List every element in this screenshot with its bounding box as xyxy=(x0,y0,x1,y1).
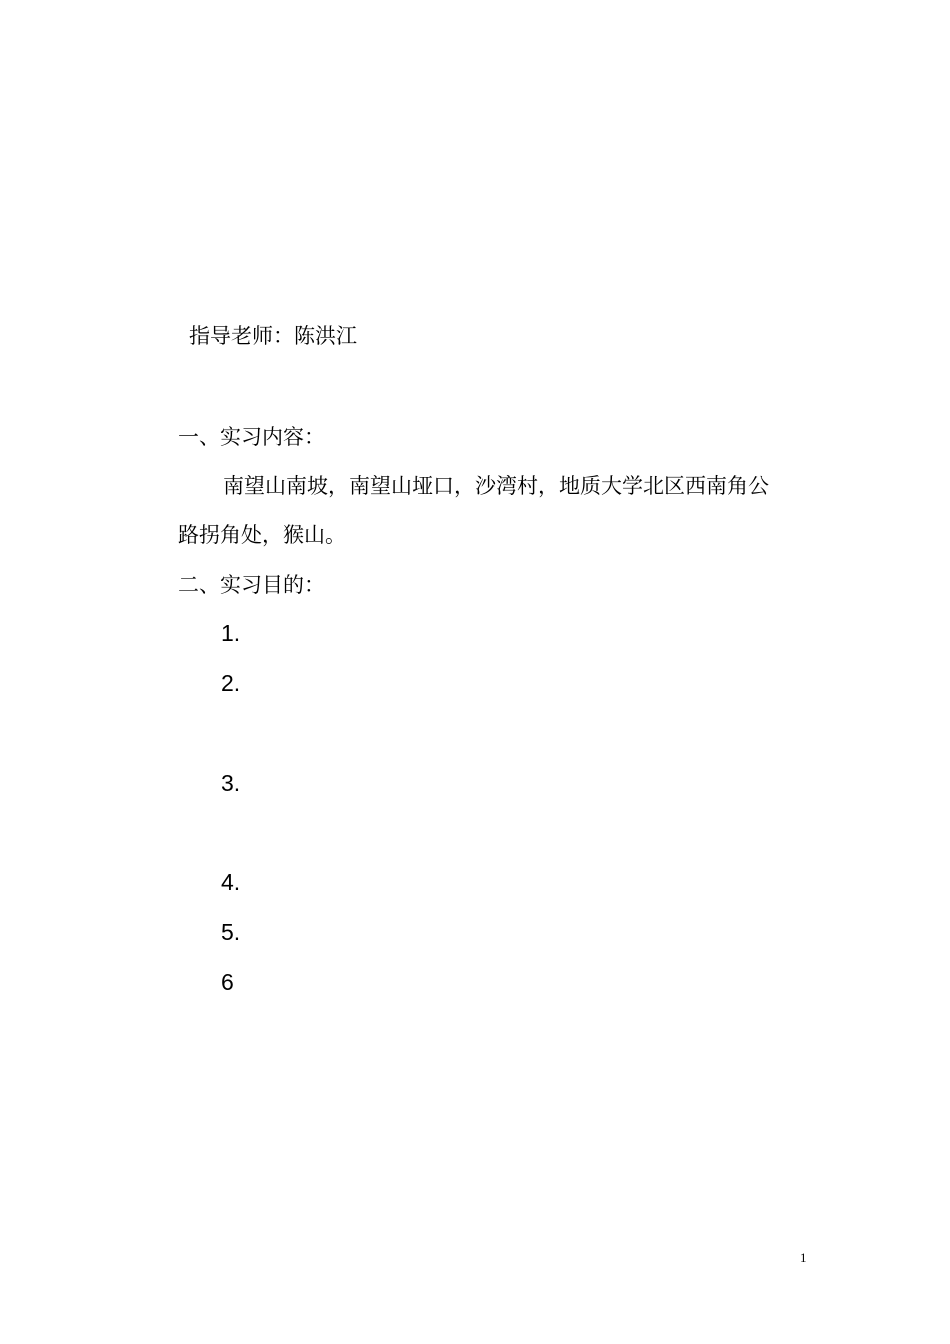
section-1-content-line-1: 南望山南坡，南望山垭口，沙湾村，地质大学北区西南角公 xyxy=(223,474,769,498)
page-number: 1 xyxy=(800,1250,807,1265)
section-2-heading: 二、实习目的： xyxy=(178,573,325,597)
list-item: 5. xyxy=(221,919,241,945)
section-1-content-line-2: 路拐角处，猴山。 xyxy=(178,523,346,547)
list-item: 6 xyxy=(221,969,234,995)
section-1-heading: 一、实习内容： xyxy=(178,425,325,449)
advisor-line: 指导老师：陈洪江 xyxy=(189,324,357,348)
list-item: 3. xyxy=(221,770,241,796)
list-item: 1. xyxy=(221,620,241,646)
list-item: 4. xyxy=(221,869,241,895)
list-item: 2. xyxy=(221,670,241,696)
